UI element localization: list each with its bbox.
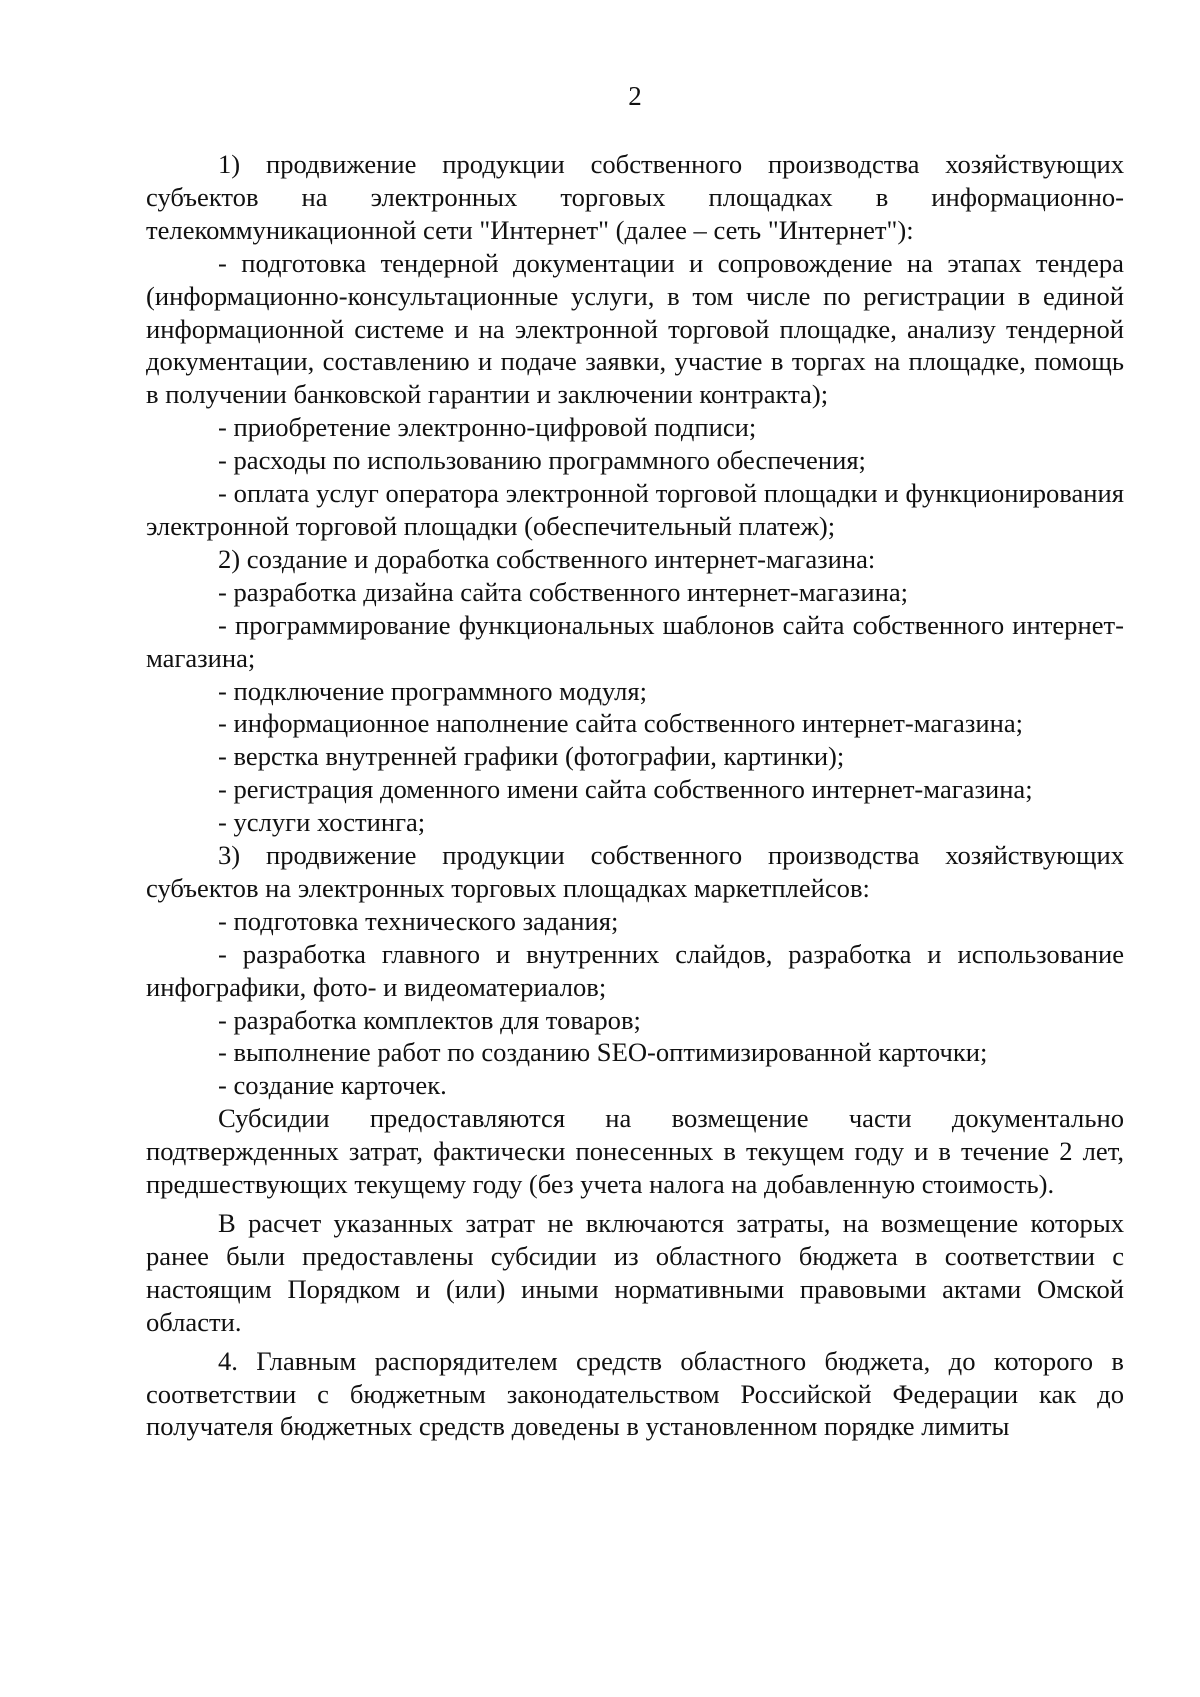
paragraph-software-expenses: - расходы по использованию программного обеспечения; — [218, 445, 866, 476]
paragraph-operator-services: - оплата услуг оператора электронной торговой площадки и функционирования электронной торговой площадки (обеспечительный платеж); — [146, 478, 1124, 541]
page-number: 2 — [628, 81, 642, 111]
paragraph-seo-card: - выполнение работ по созданию SEO-оптимизированной карточки; — [218, 1037, 988, 1068]
paragraph-software-module: - подключение программного модуля; — [218, 675, 648, 706]
paragraph-product-kits: - разработка комплектов для товаров; — [218, 1004, 641, 1035]
document-body — [146, 148, 1124, 1443]
paragraph-card-creation: - создание карточек. — [218, 1070, 447, 1101]
paragraph-content-filling: - информационное наполнение сайта собственного интернет-магазина; — [218, 708, 1024, 739]
paragraph-domain-registration: - регистрация доменного имени сайта собственного интернет-магазина; — [218, 774, 1033, 805]
paragraph-graphics-layout: - верстка внутренней графики (фотографии, картинки); — [218, 741, 845, 772]
paragraph-item-2-online-store: 2) создание и доработка собственного интернет-магазина: — [218, 543, 876, 574]
paragraph-slides-infographics: - разработка главного и внутренних слайдов, разработка и использование инфографики, фото- и видеоматериалов; — [146, 938, 1124, 1002]
paragraph-item-1-promotion: 1) продвижение продукции собственного производства хозяйствующих субъектов на электронных торговых площадках в информационно-телекоммуникационной сети "Интернет" (далее – сеть "Интернет"): — [146, 149, 1124, 245]
paragraph-item-4-chief-administrator: 4. Главным распорядителем средств областного бюджета, до которого в соответствии с бюджетным законодательством Российской Федерации как до получателя бюджетных средств доведены в установленном порядке лимиты — [146, 1345, 1124, 1442]
paragraph-template-programming: - программирование функциональных шаблонов сайта собственного интернет-магазина; — [146, 609, 1124, 673]
paragraph-hosting-services: - услуги хостинга; — [218, 807, 426, 838]
paragraph-subsidies-reimbursement: Субсидии предоставляются на возмещение части документально подтвержденных затрат, фактически понесенных в текущем году и в течение 2 лет, предшествующих текущему году (без учета налога на добавленную стоимость). — [146, 1103, 1124, 1200]
paragraph-excluded-costs: В расчет указанных затрат не включаются затраты, на возмещение которых ранее были предоставлены субсидии из областного бюджета в соответствии с настоящим Порядком и (или) иными нормативными правовыми актами Омской области. — [146, 1208, 1124, 1337]
paragraph-site-design: - разработка дизайна сайта собственного интернет-магазина; — [218, 576, 909, 607]
paragraph-item-3-marketplaces: 3) продвижение продукции собственного производства хозяйствующих субъектов на электронных торговых площадках маркетплейсов: — [146, 840, 1124, 903]
paragraph-technical-specification: - подготовка технического задания; — [218, 905, 619, 936]
paragraph-digital-signature: - приобретение электронно-цифровой подписи; — [218, 412, 757, 443]
paragraph-tender-documentation: - подготовка тендерной документации и сопровождение на этапах тендера (информационно-консультационные услуги, в том числе по регистрации в единой информационной системе и на электронной торговой площадке, анализу тендерной документации, составлению и подаче заявки, участие в торгах на площадке, помощь в получении банковской гарантии и заключении контракта); — [146, 247, 1124, 410]
